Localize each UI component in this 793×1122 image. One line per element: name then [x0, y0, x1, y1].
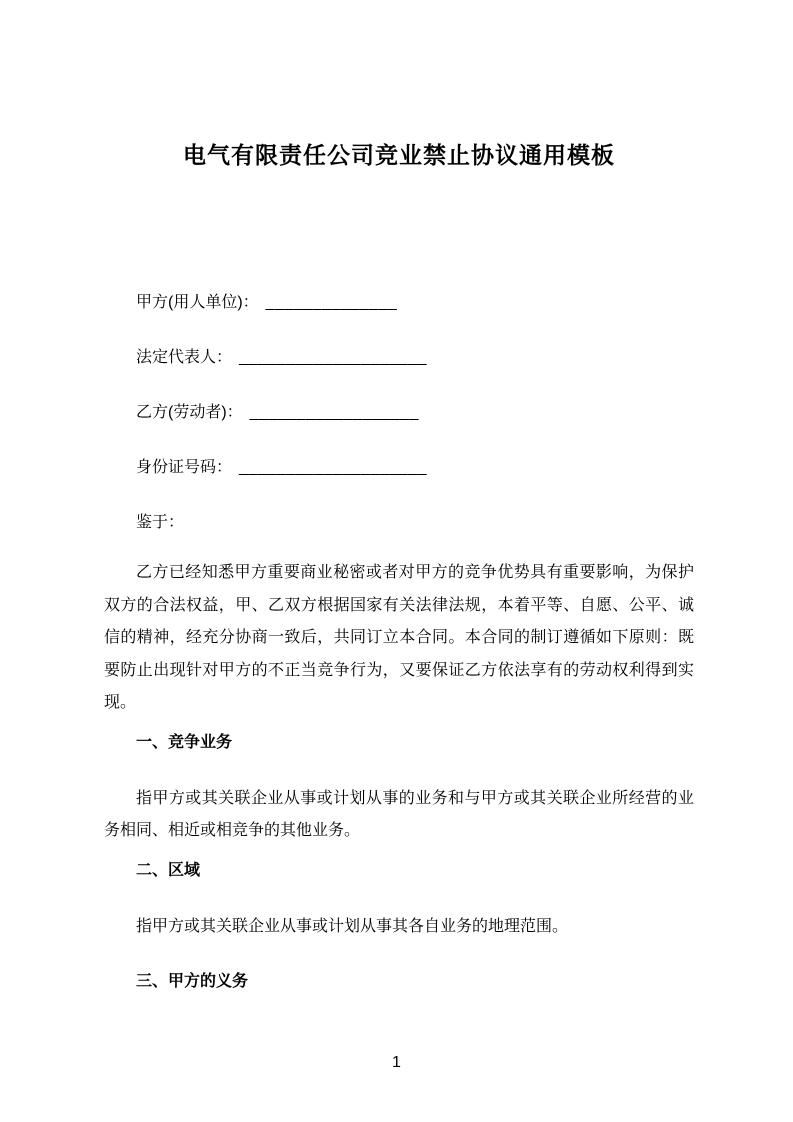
field-party-a-blank: ______________ [265, 294, 398, 311]
section-2-heading: 二、区域 [136, 861, 201, 879]
section-2-body: 指甲方或其关联企业从事或计划从事其各自业务的地理范围。 [136, 917, 569, 935]
field-legal-representative-label: 法定代表人： [136, 349, 233, 366]
field-party-b-label: 乙方(劳动者)： [136, 404, 243, 421]
page-number: 1 [392, 1054, 401, 1071]
field-party-b-blank: __________________ [249, 404, 419, 421]
field-legal-representative-blank: ____________________ [239, 349, 427, 366]
document-title: 电气有限责任公司竞业禁止协议通用模板 [183, 142, 615, 168]
section-3-heading: 三、甲方的义务 [136, 973, 249, 990]
field-id-number-blank: ____________________ [239, 459, 427, 476]
field-id-number-label: 身份证号码： [136, 459, 233, 476]
field-party-a-label: 甲方(用人单位)： [136, 294, 259, 311]
field-party-b [104, 403, 694, 423]
field-id-number [104, 458, 694, 478]
section-1-body: 指甲方或其关联企业从事或计划从事的业务和与甲方或其关联企业所经营的业务相同、相近或相竞争的其他业务。 [104, 789, 694, 839]
field-legal-representative [104, 348, 694, 368]
whereas-label: 鉴于： [136, 514, 185, 531]
section-1-heading: 一、竞争业务 [136, 733, 233, 751]
preamble-paragraph: 乙方已经知悉甲方重要商业秘密或者对甲方的竞争优势具有重要影响，为保护双方的合法权益，甲、乙双方根据国家有关法律法规，本着平等、自愿、公平、诚信的精神，经充分协商一致后，共同订立本合同。本合同的制订遵循如下原则：既要防止出现针对甲方的不正当竞争行为，又要保证乙方依法享有的劳动权利得到实现。 [104, 564, 694, 711]
field-party-a [104, 293, 694, 313]
